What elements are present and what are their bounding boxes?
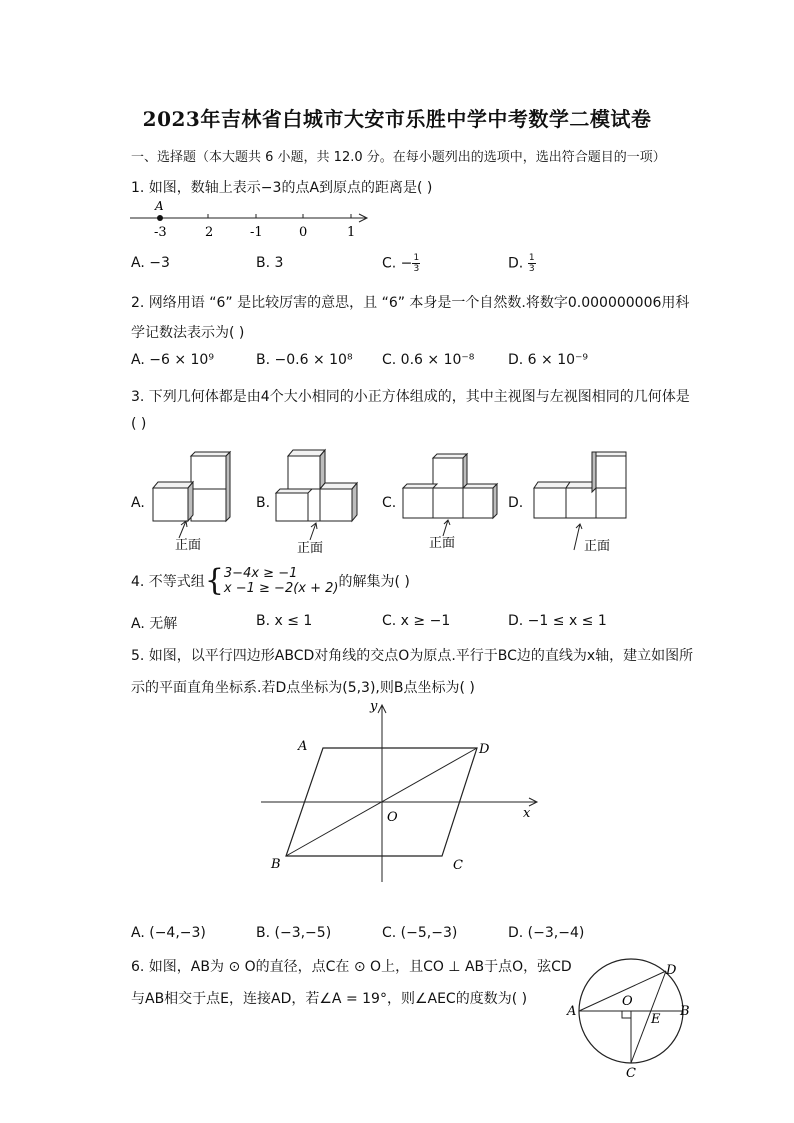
- q1-option-c[interactable]: [382, 253, 420, 274]
- point-b-label: B: [680, 1004, 690, 1019]
- point-a-label: A: [155, 199, 164, 213]
- front-label: 正面: [175, 538, 202, 553]
- q6-stem-line1: 6. 如图，AB为 ⊙ O的直径，点C在 ⊙ O上，且CO ⊥ AB于点O，弦CD: [131, 959, 572, 975]
- q3-option-d-letter[interactable]: D.: [508, 495, 524, 511]
- right-angle-mark: [622, 1011, 631, 1018]
- q4-stem-prefix: 4. 不等式组: [131, 574, 205, 590]
- y-axis-label: y: [370, 699, 378, 714]
- q3-figure-d: [530, 448, 640, 556]
- point-a-label: A: [567, 1004, 577, 1019]
- q1-option-d[interactable]: [508, 253, 536, 274]
- q3-option-b-letter[interactable]: B.: [256, 495, 271, 511]
- q3-stem-line2: ( ): [131, 416, 147, 432]
- q5-option-a[interactable]: A. (−4,−3): [131, 925, 206, 941]
- fraction: [528, 253, 536, 274]
- q5-stem-line1: 5. 如图，以平行四边形ABCD对角线的交点O为原点.平行于BC边的直线为x轴，建立如图所: [131, 648, 694, 664]
- tick-label: 2: [205, 225, 214, 240]
- q2-stem-line2: 学记数法表示为( ): [131, 325, 245, 341]
- q5-stem-line2: 示的平面直角坐标系.若D点坐标为(5,3),则B点坐标为( ): [131, 680, 475, 696]
- q3-figure-a: [148, 448, 243, 553]
- q5-option-c[interactable]: C. (−5,−3): [382, 925, 458, 941]
- q1-number-line: [126, 198, 376, 240]
- q5-parallelogram-figure: [255, 695, 545, 890]
- front-label: 正面: [429, 536, 456, 551]
- q1-option-d-prefix: D.: [508, 255, 528, 272]
- point-o-label: O: [622, 994, 633, 1009]
- tick-label: -3: [154, 225, 167, 240]
- vertex-c-label: C: [453, 858, 463, 873]
- q1-stem: 1. 如图，数轴上表示−3的点A到原点的距离是( ): [131, 180, 433, 196]
- point-c-label: C: [626, 1066, 636, 1080]
- q5-option-b[interactable]: B. (−3,−5): [256, 925, 332, 941]
- front-label: 正面: [584, 539, 611, 554]
- q1-option-b[interactable]: B. 3: [256, 255, 284, 271]
- vertex-b-label: B: [271, 857, 281, 872]
- inequality-2: x −1 ≥ −2(x + 2): [223, 581, 339, 596]
- q2-option-a[interactable]: A. −6 × 10⁹: [131, 352, 214, 368]
- q4-option-b[interactable]: B. x ≤ 1: [256, 613, 313, 629]
- q2-option-c[interactable]: C. 0.6 × 10⁻⁸: [382, 352, 475, 368]
- q4-stem-suffix: 的解集为( ): [338, 574, 410, 590]
- point-a-dot: [157, 215, 163, 221]
- q2-option-b[interactable]: B. −0.6 × 10⁸: [256, 352, 353, 368]
- section-heading: 一、选择题（本大题共 6 小题，共 12.0 分。在每小题列出的选项中，选出符合题目的一项）: [131, 150, 666, 165]
- x-axis-label: x: [523, 806, 531, 821]
- q6-circle-figure: [562, 955, 702, 1080]
- q1-option-c-prefix: C. −: [382, 255, 413, 272]
- origin-o-label: O: [387, 810, 398, 825]
- vertex-d-label: D: [479, 742, 490, 757]
- q2-option-d[interactable]: D. 6 × 10⁻⁹: [508, 352, 589, 368]
- tick-label: 1: [347, 225, 356, 240]
- q2-stem-line1: 2. 网络用语 “6” 是比较厉害的意思，且 “6” 本身是一个自然数.将数字0.000000006用科: [131, 295, 690, 311]
- tick-label: 0: [299, 225, 308, 240]
- inequality-system: { 3−4x ≥ −1 x −1 ≥ −2(x + 2): [204, 563, 339, 598]
- fraction-denominator: 3: [413, 264, 420, 274]
- q4-option-d[interactable]: D. −1 ≤ x ≤ 1: [508, 613, 607, 629]
- inequality-1: 3−4x ≥ −1: [223, 566, 298, 581]
- front-label: 正面: [297, 541, 324, 556]
- q4-stem: [131, 563, 410, 598]
- q3-option-c-letter[interactable]: C.: [382, 495, 397, 511]
- tick-label: -1: [250, 225, 263, 240]
- q3-option-a-letter[interactable]: A.: [131, 495, 145, 511]
- q1-option-a[interactable]: A. −3: [131, 255, 170, 271]
- vertex-a-label: A: [298, 739, 308, 754]
- point-d-label: D: [666, 963, 677, 978]
- q4-option-c[interactable]: C. x ≥ −1: [382, 613, 451, 629]
- q4-option-a[interactable]: A. 无解: [131, 616, 178, 632]
- point-e-label: E: [651, 1012, 661, 1027]
- fraction-denominator: 3: [528, 264, 535, 274]
- q6-stem-line2: 与AB相交于点E，连接AD，若∠A = 19°，则∠AEC的度数为( ): [131, 991, 528, 1007]
- q5-option-d[interactable]: D. (−3,−4): [508, 925, 585, 941]
- fraction: [412, 253, 420, 274]
- fraction-numerator: 1: [528, 253, 535, 263]
- q3-stem-line1: 3. 下列几何体都是由4个大小相同的小正方体组成的，其中主视图与左视图相同的几何体是: [131, 389, 690, 405]
- fraction-numerator: 1: [413, 253, 420, 263]
- q3-figure-c: [399, 448, 509, 552]
- q3-figure-b: [272, 448, 367, 556]
- page-title: 2023年吉林省白城市大安市乐胜中学中考数学二模试卷: [142, 107, 652, 131]
